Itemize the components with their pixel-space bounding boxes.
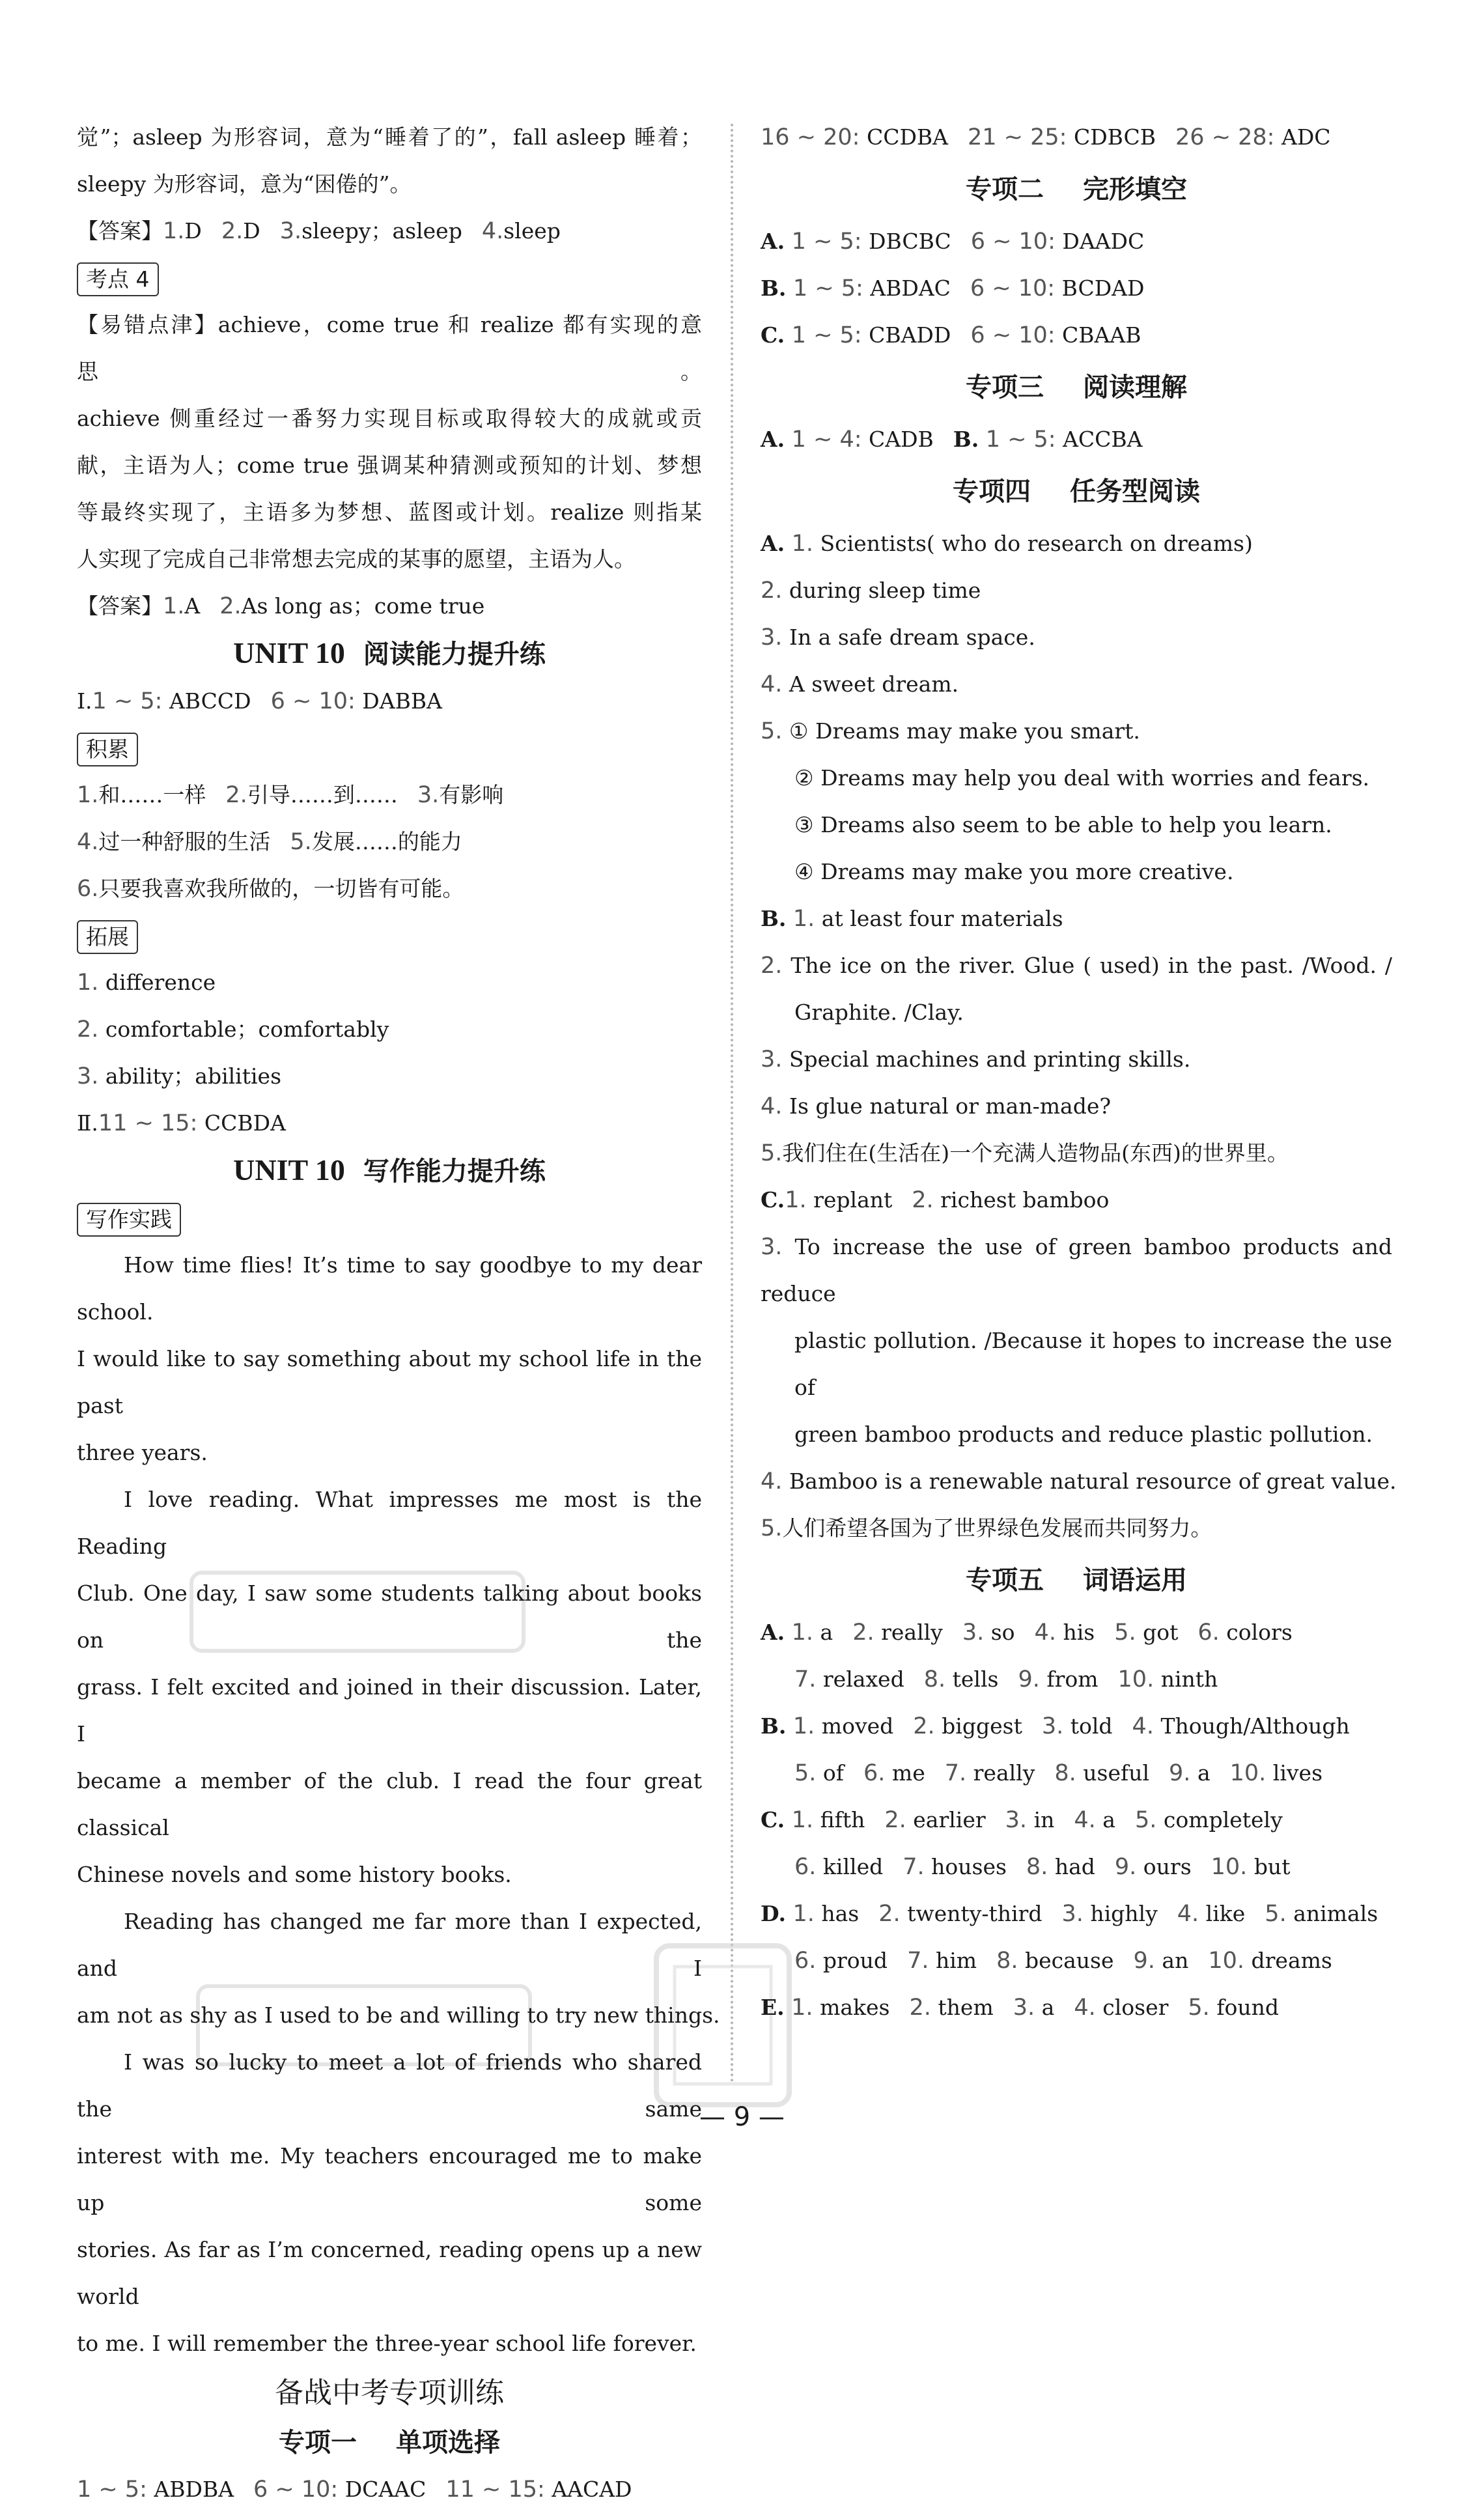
essay-line: I love reading. What impresses me most is the Reading — [77, 1487, 702, 1559]
zx4-line: ③ Dreams also seem to be able to help you learn. — [794, 812, 1332, 837]
left-column — [77, 114, 720, 2513]
jilei-line: 6.只要我喜欢我所做的，一切皆有可能。 — [77, 876, 464, 902]
zx4-line: 3. To increase the use of green bamboo products and reduce — [761, 1234, 1392, 1306]
essay-line: grass. I felt excited and joined in their discussion. Later, I — [77, 1674, 702, 1747]
essay-line: Reading has changed me far more than I expected, and I — [77, 1909, 702, 1981]
section-heading-zx1: 专项一 单项选择 — [279, 2428, 500, 2458]
tuozhan-line: 1. difference — [77, 970, 216, 996]
answer-line: 【答案】1.D 2.D 3.sleepy；asleep 4.sleep — [77, 218, 561, 244]
section-heading-reading: UNIT 10 阅读能力提升练 — [233, 636, 546, 669]
zx4-line: Graphite. /Clay. — [794, 1000, 964, 1025]
column-divider — [731, 124, 733, 2084]
section-heading-zx4: 专项四 任务型阅读 — [953, 477, 1200, 507]
section-heading-zx3: 专项三 阅读理解 — [966, 372, 1187, 402]
zx5-line: 5. of 6. me 7. really 8. useful 9. a 10. lives — [794, 1760, 1323, 1786]
intro-line: 觉”；asleep 为形容词，意为“睡着了的”，fall asleep 睡着； — [77, 124, 702, 150]
essay-line: How time flies! It’s time to say goodbye to my dear school. — [77, 1252, 702, 1325]
answer-line: Ⅰ.1 ~ 5: ABCCD 6 ~ 10: DABBA — [77, 688, 442, 714]
zx4-line: 4. A sweet dream. — [761, 671, 959, 697]
answer-line: B. 1 ~ 5: ABDAC 6 ~ 10: BCDAD — [761, 275, 1145, 302]
section-heading-writing: UNIT 10 写作能力提升练 — [233, 1153, 546, 1186]
tuozhan-line: 3. ability；abilities — [77, 1063, 282, 1089]
zx4-line: 5.人们希望各国为了世界绿色发展而共同努力。 — [761, 1515, 1212, 1541]
jilei-tag: 积累 — [77, 733, 138, 766]
essay-line: interest with me. My teachers encouraged me to make up some — [77, 2143, 702, 2215]
section-heading-zx5: 专项五 词语运用 — [966, 1565, 1187, 1595]
essay-line: stories. As far as I’m concerned, reading opens up a new world — [77, 2237, 702, 2309]
zx5-line: 6. proud 7. him 8. because 9. an 10. dreams — [794, 1948, 1332, 1974]
answer-line: 16 ~ 20: CCDBA 21 ~ 25: CDBCB 26 ~ 28: ADC — [761, 124, 1331, 150]
answer-line: A. 1 ~ 5: DBCBC 6 ~ 10: DAADC — [761, 229, 1145, 255]
right-column — [761, 114, 1397, 2031]
zx4-line: plastic pollution. /Because it hopes to increase the use of — [794, 1328, 1392, 1400]
zx5-line: D. 1. has 2. twenty-third 3. highly 4. like 5. animals — [761, 1901, 1379, 1927]
zx4-line: 4. Bamboo is a renewable natural resource of great value. — [761, 1468, 1397, 1495]
tuozhan-tag: 拓展 — [77, 920, 138, 954]
section-heading-zx2: 专项二 完形填空 — [966, 175, 1187, 204]
tip-line: 献，主语为人；come true 强调某种猜测或预知的计划、梦想 — [77, 453, 702, 478]
tuozhan-line: 2. comfortable；comfortably — [77, 1017, 389, 1043]
zx4-line: 4. Is glue natural or man-made? — [761, 1093, 1112, 1119]
essay-line: Chinese novels and some history books. — [77, 1862, 512, 1887]
essay-line: three years. — [77, 1440, 208, 1465]
zx4-line: 3. Special machines and printing skills. — [761, 1046, 1191, 1073]
essay-line: to me. I will remember the three-year school life forever. — [77, 2331, 697, 2356]
answer-line: A. 1 ~ 4: CADB B. 1 ~ 5: ACCBA — [761, 427, 1143, 453]
zx4-line: 5.我们住在(生活在)一个充满人造物品(东西)的世界里。 — [761, 1140, 1289, 1166]
xiezuo-tag: 写作实践 — [77, 1203, 181, 1237]
zx4-line: ② Dreams may help you deal with worries and fears. — [794, 765, 1370, 791]
intro-line: sleepy 为形容词，意为“困倦的”。 — [77, 171, 412, 197]
zx4-line: 2. The ice on the river. Glue ( used) in the past. /Wood. / — [761, 953, 1392, 979]
tip-line: 人实现了完成自己非常想去完成的某事的愿望，主语为人。 — [77, 546, 636, 572]
kaodian-tag: 考点 4 — [77, 262, 159, 296]
essay-line: became a member of the club. I read the four great classical — [77, 1768, 702, 1840]
essay-line: Club. One day, I saw some students talking about books on the — [77, 1580, 702, 1653]
zx4-line: 2. during sleep time — [761, 578, 981, 604]
zx5-line: A. 1. a 2. really 3. so 4. his 5. got 6. colors — [761, 1620, 1293, 1646]
jilei-line: 1.和……一样 2.引导……到…… 3.有影响 — [77, 782, 504, 808]
zx5-list — [761, 1609, 1392, 2031]
answer-line: 1 ~ 5: ABDBA 6 ~ 10: DCAAC 11 ~ 15: AACAD — [77, 2477, 632, 2503]
section-heading-zhongkao: 备战中考专项训练 — [275, 2376, 504, 2409]
zx4-line: B. 1. at least four materials — [761, 906, 1063, 932]
zx4-line: C.1. replant 2. richest bamboo — [761, 1187, 1110, 1213]
essay-line: I would like to say something about my school life in the past — [77, 1346, 702, 1418]
zx4-line: 5. ① Dreams may make you smart. — [761, 718, 1140, 744]
zx5-line: B. 1. moved 2. biggest 3. told 4. Though/Although — [761, 1713, 1350, 1739]
essay-line: I was so lucky to meet a lot of friends who shared the same — [77, 2049, 702, 2122]
zx5-line: C. 1. fifth 2. earlier 3. in 4. a 5. completely — [761, 1807, 1283, 1833]
essay — [77, 1242, 720, 2367]
tip-line: achieve 侧重经过一番努力实现目标或取得较大的成就或贡 — [77, 406, 702, 431]
zx5-line: E. 1. makes 2. them 3. a 4. closer 5. found — [761, 1995, 1280, 2021]
zx4-line: ④ Dreams may make you more creative. — [794, 859, 1234, 884]
answer-line: 【答案】1.A 2.As long as；come true — [77, 593, 485, 619]
page-number: — 9 — — [699, 2102, 785, 2132]
jilei-line: 4.过一种舒服的生活 5.发展……的能力 — [77, 829, 462, 855]
zx5-line: 6. killed 7. houses 8. had 9. ours 10. but — [794, 1854, 1291, 1880]
answer-line: Ⅱ.11 ~ 15: CCBDA — [77, 1110, 286, 1136]
zx5-line: 7. relaxed 8. tells 9. from 10. ninth — [794, 1666, 1218, 1692]
zx4-line: A. 1. Scientists( who do research on dreams) — [761, 531, 1253, 557]
essay-line: am not as shy as I used to be and willing to try new things. — [77, 2002, 720, 2028]
tip-line: 【易错点津】achieve，come true 和 realize 都有实现的意思。 — [77, 312, 702, 384]
tip-line: 等最终实现了，主语多为梦想、蓝图或计划。realize 则指某 — [77, 499, 702, 525]
zx4-line: green bamboo products and reduce plastic pollution. — [794, 1422, 1373, 1447]
answer-line: C. 1 ~ 5: CBADD 6 ~ 10: CBAAB — [761, 322, 1141, 348]
zx4-line: 3. In a safe dream space. — [761, 625, 1035, 651]
